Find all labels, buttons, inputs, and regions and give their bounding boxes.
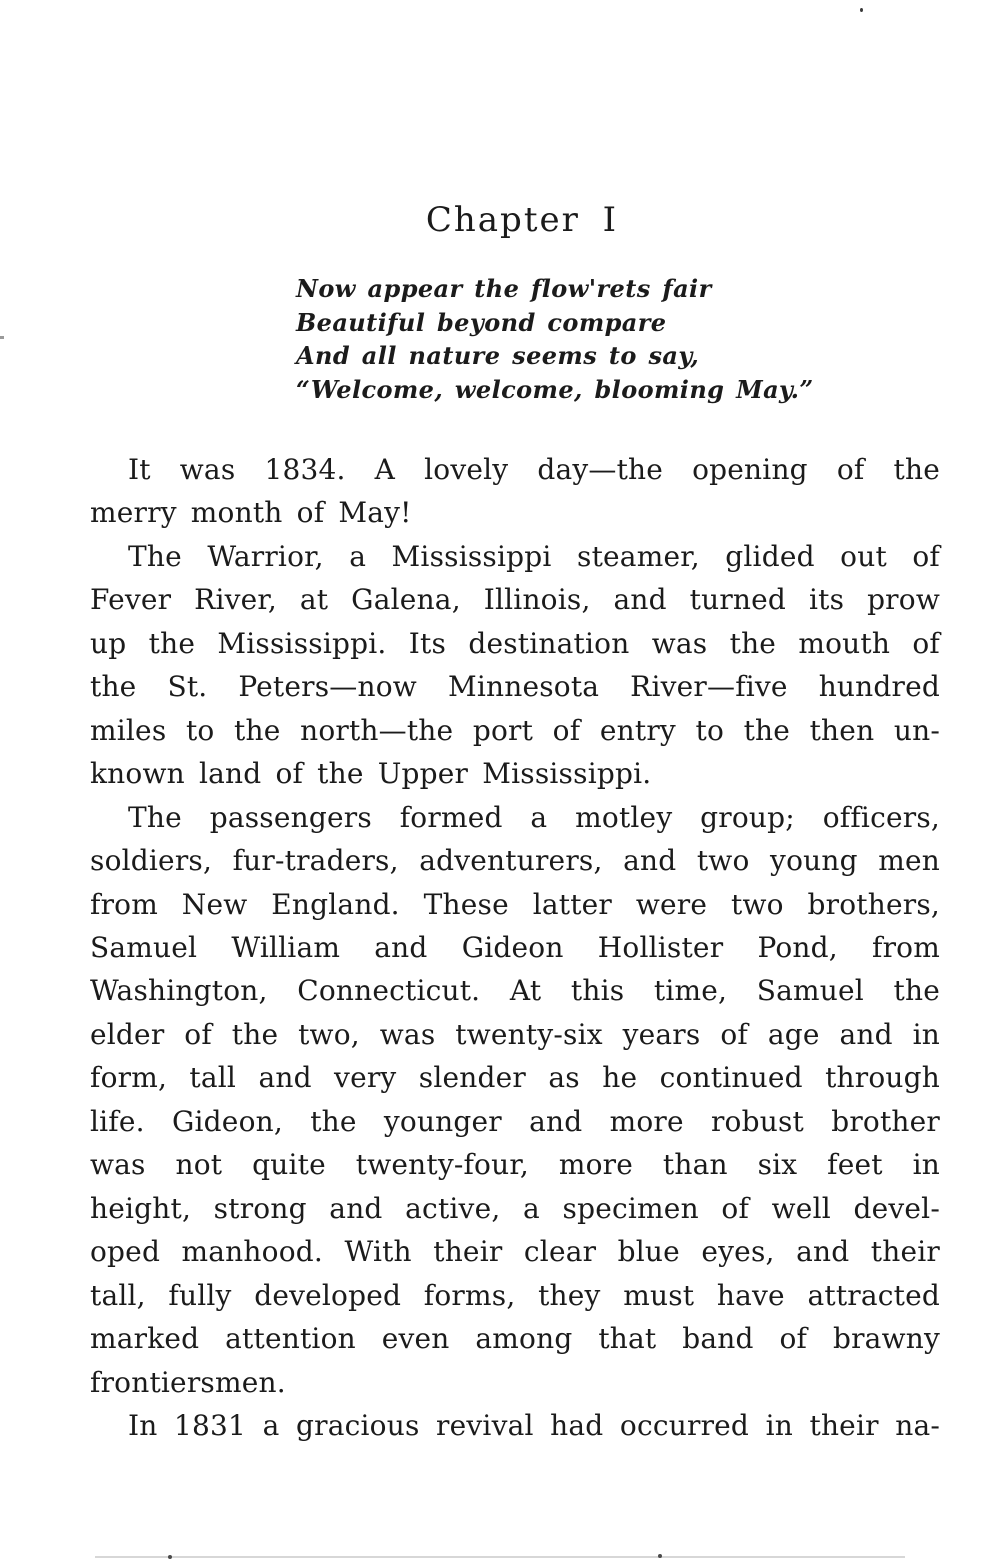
epigraph-line: Beautiful beyond compare <box>296 307 667 337</box>
text-line: Samuel William and Gideon Hollister Pond, from <box>90 930 940 964</box>
text-line: frontiersmen. <box>90 1365 286 1399</box>
text-line: marked attention even among that band of brawny <box>90 1322 940 1356</box>
paragraph <box>90 796 940 1404</box>
text-line: up the Mississippi. Its destination was the mouth of <box>90 626 940 660</box>
text-line: from New England. These latter were two brothers, <box>90 887 940 921</box>
body-text <box>90 448 940 1447</box>
text-line: height, strong and active, a specimen of well devel- <box>90 1191 940 1225</box>
scan-bottom-line <box>95 1556 905 1558</box>
paragraph <box>90 1404 940 1447</box>
paragraph <box>90 448 940 535</box>
epigraph-poem <box>296 272 856 406</box>
text-line: elder of the two, was twenty-six years of age and in <box>90 1017 940 1051</box>
text-line: life. Gideon, the younger and more robust brother <box>90 1104 940 1138</box>
text-line: It was 1834. A lovely day—the opening of the <box>128 453 940 486</box>
epigraph-line: “Welcome, welcome, blooming May.” <box>296 374 814 404</box>
scan-mark-icon <box>0 336 4 339</box>
text-line: Washington, Connecticut. At this time, Samuel the <box>90 974 940 1008</box>
chapter-heading: Chapter I <box>425 200 619 240</box>
scan-speck-icon <box>658 1554 662 1558</box>
epigraph-line: And all nature seems to say, <box>296 341 700 370</box>
scan-speck-icon <box>168 1555 172 1559</box>
text-line: form, tall and very slender as he continued through <box>90 1061 940 1095</box>
text-line: tall, fully developed forms, they must have attracted <box>90 1278 940 1312</box>
text-line: The passengers formed a motley group; officers, <box>128 800 940 834</box>
text-line: The Warrior, a Mississippi steamer, glided out of <box>128 539 940 573</box>
text-line: known land of the Upper Mississippi. <box>90 757 652 791</box>
text-line: In 1831 a gracious revival had occurred in their na- <box>128 1408 940 1442</box>
text-line: was not quite twenty-four, more than six feet in <box>90 1148 940 1182</box>
text-line: soldiers, fur-traders, adventurers, and two young men <box>90 844 940 878</box>
text-line: miles to the north—the port of entry to the then un- <box>90 713 940 747</box>
text-line: the St. Peters—now Minnesota River—five hundred <box>90 670 940 704</box>
text-line: Fever River, at Galena, Illinois, and turned its prow <box>90 583 940 617</box>
epigraph-line: Now appear the flow'rets fair <box>296 274 712 303</box>
paragraph <box>90 535 940 796</box>
scan-speck-icon <box>860 8 863 12</box>
text-line: oped manhood. With their clear blue eyes, and their <box>90 1235 940 1269</box>
text-line: merry month of May! <box>90 496 412 530</box>
